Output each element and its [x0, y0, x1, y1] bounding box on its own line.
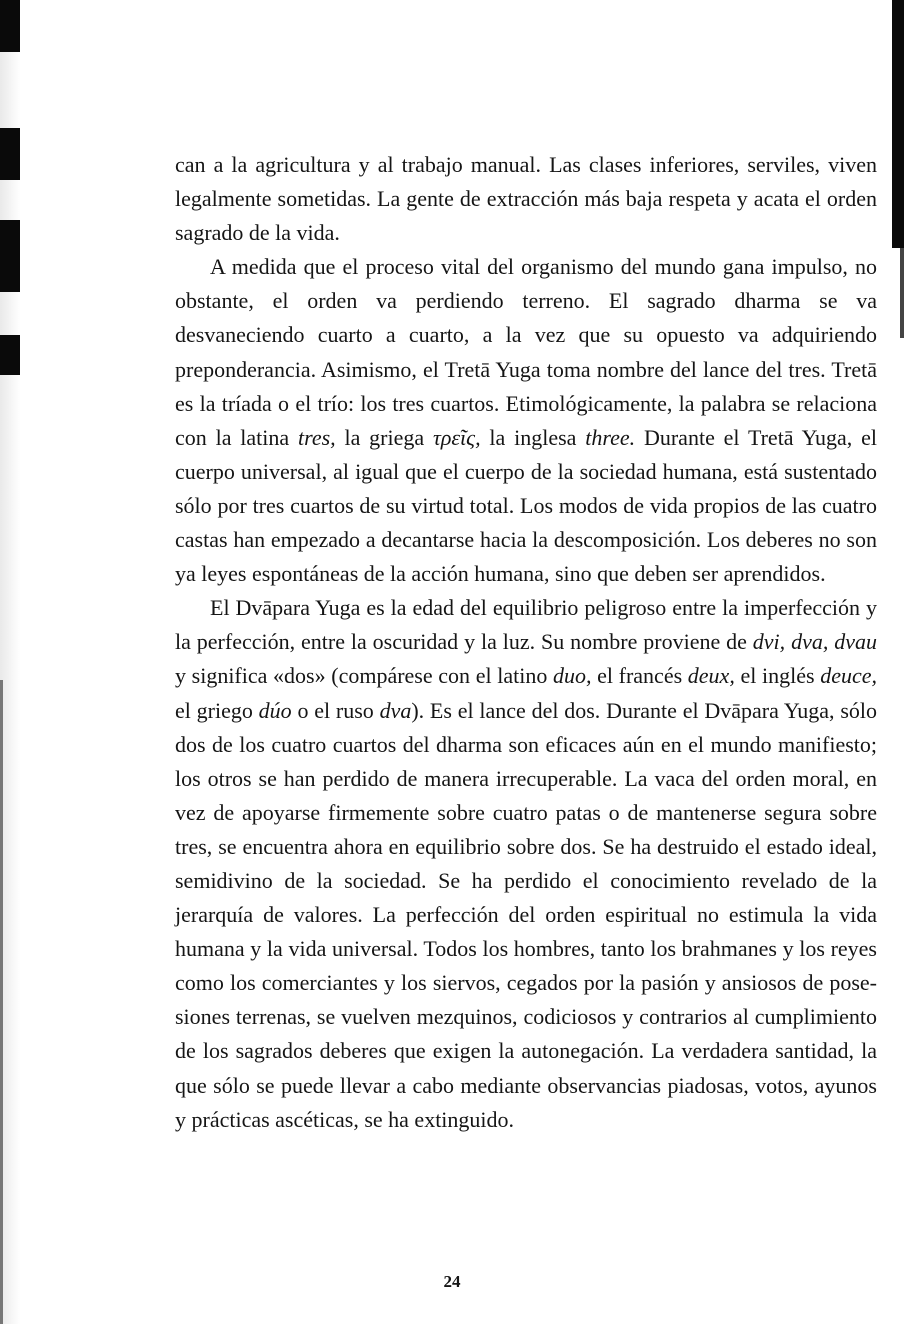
- italic-term: duo,: [552, 663, 592, 689]
- scan-edge-left-mark: [0, 128, 20, 180]
- scan-edge-left-mark: [0, 680, 3, 1324]
- text-run: o el ruso: [291, 697, 380, 723]
- text-run: El Dvāpara Yuga es la edad del equilibrio peligroso entre la imperfección y la perfección, entre la oscuridad y la luz. Su nombre proviene de: [175, 595, 877, 655]
- scan-edge-left-mark: [0, 220, 20, 292]
- scan-edge-right-mark: [892, 0, 904, 248]
- italic-term: deuce,: [820, 663, 877, 689]
- italic-term: τρεῖς,: [432, 424, 481, 450]
- italic-term: deux,: [687, 663, 735, 689]
- italic-term: dúo: [258, 697, 292, 723]
- italic-term: three.: [585, 424, 636, 450]
- text-run: ). Es el lance del dos. Durante el Dvāpara Yuga, sólo dos de los cuatro cuartos del dharma son eficaces aún en el mundo manifiesto; los otros se han perdido de manera irrecuperable. La vaca del orden moral, en vez de apoyarse firmemente sobre cuatro patas o de mantenerse segura sobre tres, se encuentra ahora en equilibrio sobre dos. Se ha destruido el estado ideal, semidivino de la sociedad. Se ha perdido el conocimiento revelado de la jerarquía de valores. La perfección del orden espiritual no estimula la vida humana y la vida universal. Todos los hombres, tanto los brahmanes y los reyes como los comerciantes y los siervos, cegados por la pasión y ansiosos de posesiones terrenas, se vuelven mezquinos, codiciosos y contrarios al cumplimiento de los sagrados deberes que exigen la autonegación. La verdadera santidad, la que sólo se puede llevar a cabo mediante observancias piadosas, votos, ayunos y prácticas ascéticas, se ha extinguido.: [175, 697, 878, 1132]
- paragraph: [175, 148, 877, 250]
- italic-term: dvi, dva, dvau: [752, 629, 878, 655]
- text-run: la griega: [335, 424, 433, 450]
- italic-term: dva: [379, 697, 412, 723]
- scan-edge-left: [0, 0, 20, 1324]
- text-run: la inglesa: [480, 424, 586, 450]
- text-run: el francés: [591, 663, 688, 689]
- body-text: [175, 148, 877, 1137]
- text-run: can a la agricultura y al trabajo manual. Las clases inferiores, serviles, viven legalmente sometidas. La gente de extracción más baja respeta y acata el orden sagrado de la vida.: [175, 152, 877, 246]
- scan-edge-right-mark: [900, 248, 904, 338]
- text-run: el griego: [175, 697, 259, 723]
- page-number: 24: [443, 1272, 461, 1291]
- text-run: Durante el Tretā Yuga, el cuerpo universal, al igual que el cuerpo de la sociedad humana, está sustentado sólo por tres cuartos de su virtud total. Los modos de vida propios de las cuatro castas han empezado a decantarse hacia la descomposición. Los deberes no son ya leyes espontáneas de la acción humana, sino que deben ser aprendidos.: [175, 424, 877, 587]
- scan-edge-left-mark: [0, 0, 20, 52]
- paragraph: [175, 591, 877, 1137]
- italic-term: tres,: [297, 424, 336, 450]
- text-run: y significa «dos» (compárese con el latino: [175, 663, 553, 689]
- scan-edge-left-mark: [0, 335, 20, 375]
- text-run: el inglés: [734, 663, 821, 689]
- paragraph: [175, 250, 877, 591]
- text-run: A medida que el proceso vital del organismo del mundo gana impulso, no obstante, el orden va perdiendo terreno. El sagrado dharma se va desvaneciendo cuarto a cuarto, a la vez que su opuesto va adquiriendo preponderancia. Asimismo, el Tretā Yuga toma nombre del lance del tres. Tretā es la tríada o el trío: los tres cuartos. Etimológicamente, la palabra se relaciona con la latina: [175, 254, 877, 450]
